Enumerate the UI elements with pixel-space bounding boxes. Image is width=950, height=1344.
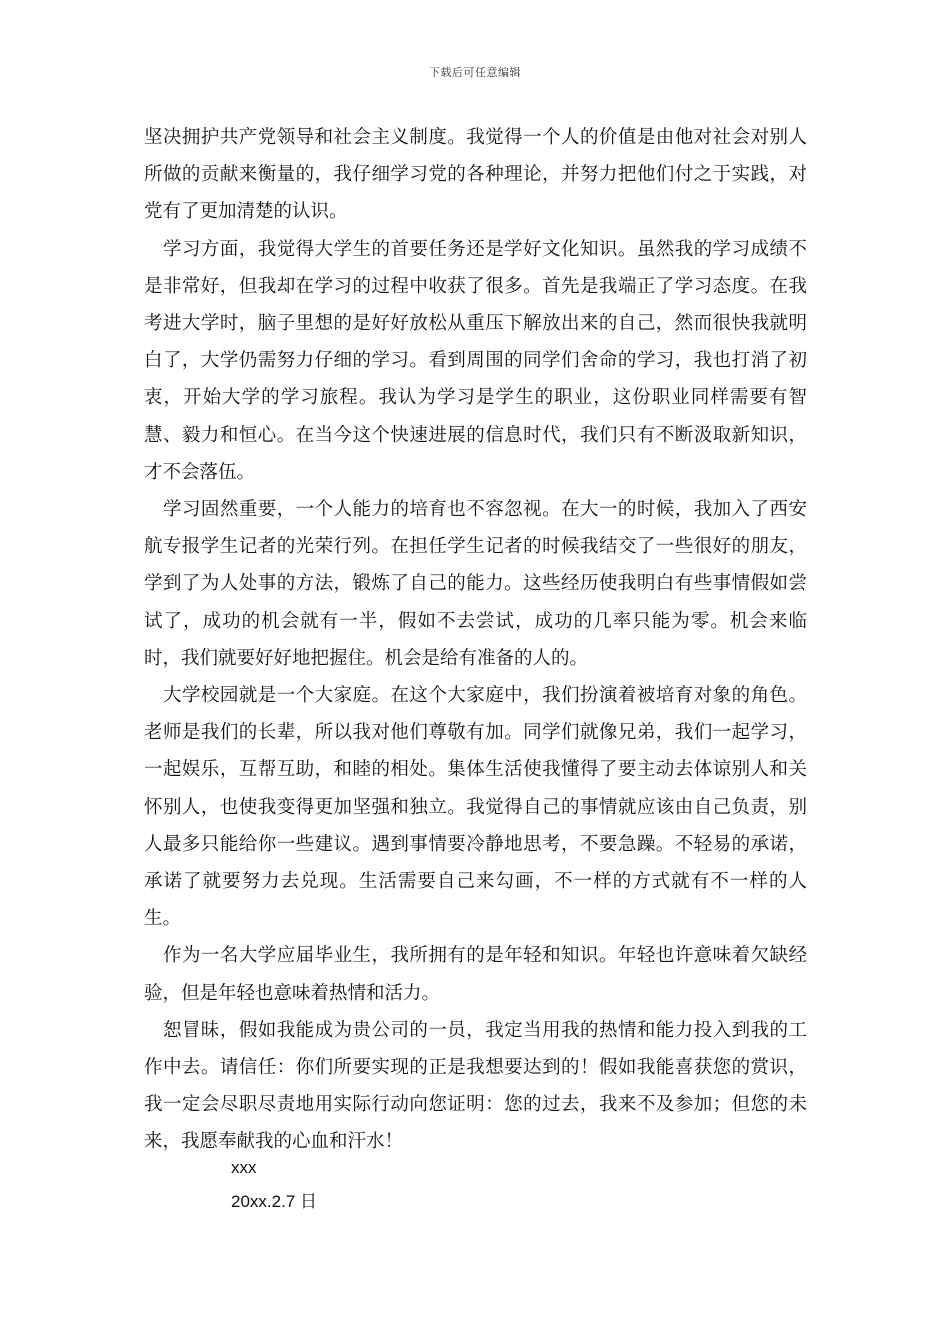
paragraph-graduate: 作为一名大学应届毕业生，我所拥有的是年轻和知识。年轻也许意味着欠缺经验，但是年轻也意味着热情和活力。 [144, 945, 807, 1004]
paragraph-campus: 大学校园就是一个大家庭。在这个大家庭中，我们扮演着被培育对象的角色。老师是我们的长辈，所以我对他们尊敬有加。同学们就像兄弟，我们一起学习，一起娱乐，互帮互助，和睦的相处。集体生活使我懂得了要主动去体谅别人和关怀别人，也使我变得更加坚强和独立。我觉得自己的事情就应该由自己负责，别人最多只能给你一些建议。遇到事情要冷静地思考，不要急躁。不轻易的承诺，承诺了就要努力去兑现。生活需要自己来勾画，不一样的方式就有不一样的人生。 [144, 685, 807, 930]
paragraph-ability: 学习固然重要，一个人能力的培育也不容忽视。在大一的时候，我加入了西安航专报学生记者的光荣行列。在担任学生记者的时候我结交了一些很好的朋友，学到了为人处事的方法，锻炼了自己的能力。这些经历使我明白有些事情假如尝试了，成功的机会就有一半，假如不去尝试，成功的几率只能为零。机会来临时，我们就要好好地把握住。机会是给有准备的人的。 [144, 499, 807, 669]
signature-date: 20xx.2.7 日 [231, 1192, 317, 1211]
paragraph-closing: 恕冒昧，假如我能成为贵公司的一员，我定当用我的热情和能力投入到我的工作中去。请信任：你们所要实现的正是我想要达到的！假如我能喜获您的赏识，我一定会尽职尽责地用实际行动向您证明：您的过去，我来不及参加；但您的未来，我愿奉献我的心血和汗水！ [144, 1019, 807, 1153]
paragraph-study: 学习方面，我觉得大学生的首要任务还是学好文化知识。虽然我的学习成绩不是非常好，但我却在学习的过程中收获了很多。首先是我端正了学习态度。在我考进大学时，脑子里想的是好好放松从重压下解放出来的自己，然而很快我就明白了，大学仍需努力仔细的学习。看到周围的同学们舍命的学习，我也打消了初衷，开始大学的学习旅程。我认为学习是学生的职业，这份职业同样需要有智慧、毅力和恒心。在当今这个快速进展的信息时代，我们只有不断汲取新知识，才不会落伍。 [144, 238, 807, 483]
letter-body [144, 119, 807, 1161]
header-note: 下载后可任意编辑 [429, 66, 521, 79]
paragraph-politics: 坚决拥护共产党领导和社会主义制度。我觉得一个人的价值是由他对社会对别人所做的贡献来衡量的，我仔细学习党的各种理论，并努力把他们付之于实践，对党有了更加清楚的认识。 [144, 127, 807, 223]
signature-name: xxx [231, 1158, 257, 1177]
